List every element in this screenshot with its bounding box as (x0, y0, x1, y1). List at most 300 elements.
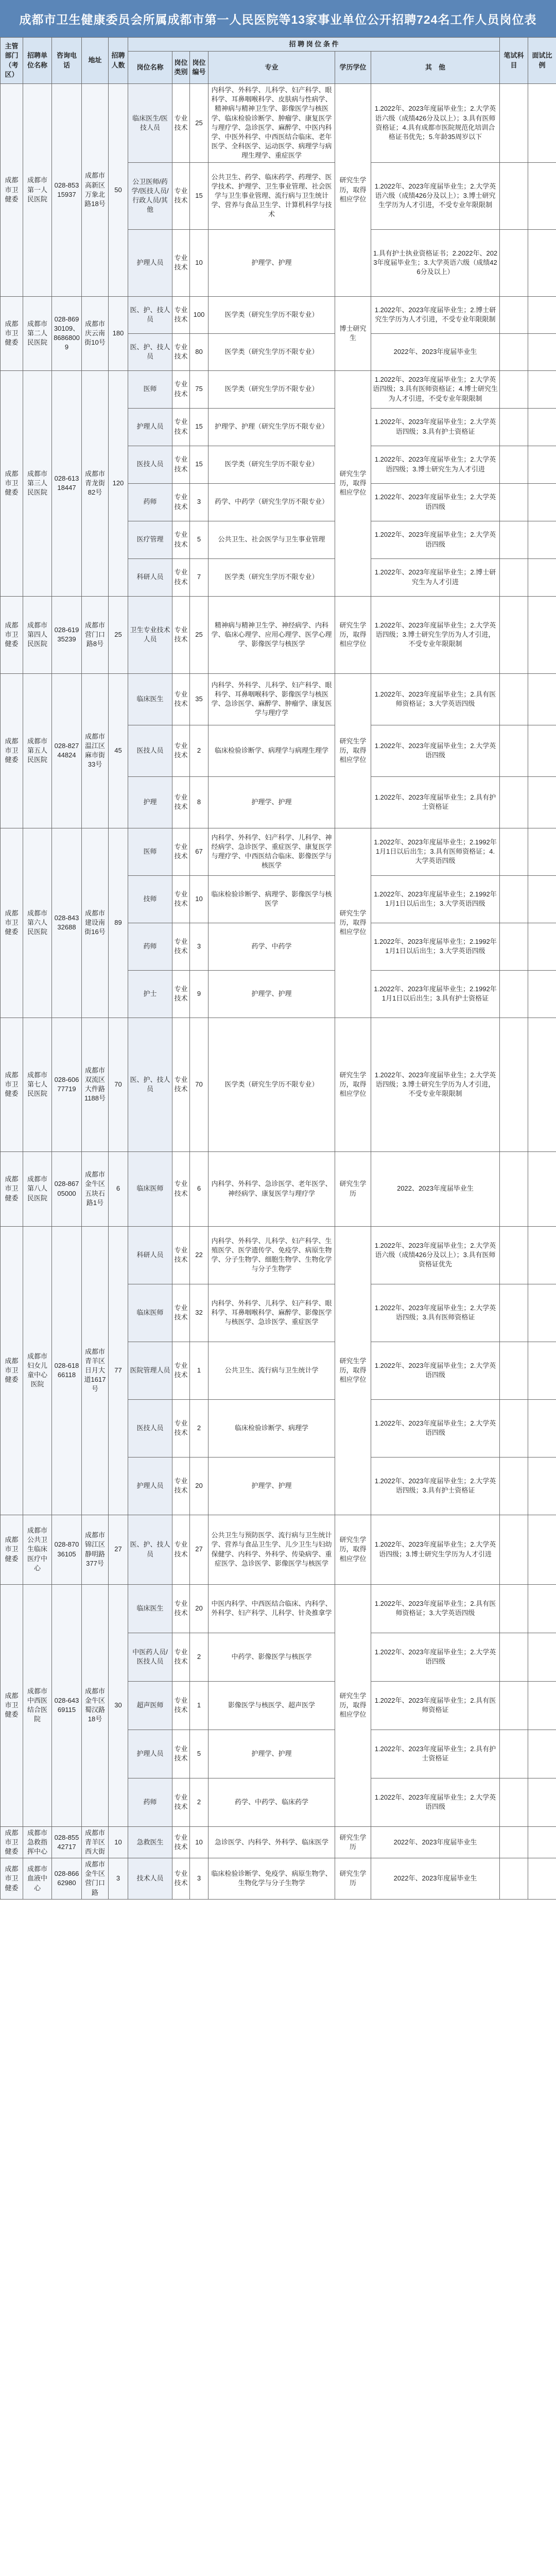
interview-ratio-cell (528, 1284, 556, 1342)
exam-subject-cell (500, 1633, 528, 1681)
exam-subject-cell (500, 1226, 528, 1284)
post-category-cell: 专业技术 (172, 483, 190, 521)
dept-cell: 成都市卫健委 (1, 1226, 23, 1515)
col-exam: 笔试科目 (500, 38, 528, 84)
other-requirements-cell: 1.2022年、2023年度届毕业生；2.大学英语四级 (371, 1399, 500, 1457)
post-name-cell: 医师 (128, 828, 172, 875)
exam-subject-cell (500, 725, 528, 776)
post-category-cell: 专业技术 (172, 370, 190, 408)
address-cell: 成都市青龙街82号 (82, 370, 109, 596)
interview-ratio-cell (528, 596, 556, 673)
interview-ratio-cell (528, 521, 556, 558)
post-name-cell: 科研人员 (128, 558, 172, 596)
post-category-cell: 专业技术 (172, 162, 190, 229)
dept-cell: 成都市卫健委 (1, 1826, 23, 1858)
exam-subject-cell (500, 1284, 528, 1342)
post-name-cell: 临床医生 (128, 673, 172, 725)
post-category-cell: 专业技术 (172, 1342, 190, 1399)
col-dept: 主管部门（考区） (1, 38, 23, 84)
table-row (1, 1226, 556, 1284)
interview-ratio-cell (528, 370, 556, 408)
degree-cell: 研究生学历，取得相应学位 (335, 370, 371, 596)
address-cell: 成都市高新区万象北路18号 (82, 84, 109, 297)
post-name-cell: 护士 (128, 970, 172, 1018)
post-count-cell: 8 (190, 776, 208, 828)
exam-subject-cell (500, 1342, 528, 1399)
exam-subject-cell (500, 923, 528, 970)
major-cell: 中药学、影像医学与核医学 (208, 1633, 335, 1681)
post-count-cell: 35 (190, 673, 208, 725)
phone-cell: 028-87036105 (52, 1515, 82, 1584)
post-name-cell: 临床医生 (128, 1584, 172, 1633)
interview-ratio-cell (528, 1342, 556, 1399)
post-name-cell: 护理人员 (128, 408, 172, 446)
post-name-cell: 医、护、技人员 (128, 333, 172, 370)
post-name-cell: 医技人员 (128, 1399, 172, 1457)
post-count-cell: 1 (190, 1342, 208, 1399)
col-category: 岗位类别 (172, 52, 190, 84)
post-name-cell: 护理 (128, 776, 172, 828)
other-requirements-cell: 2022、2023年度届毕业生 (371, 1151, 500, 1226)
phone-cell: 028-82744824 (52, 673, 82, 828)
total-count-cell: 45 (109, 673, 128, 828)
post-category-cell: 专业技术 (172, 970, 190, 1018)
major-cell: 护理学、护理 (208, 1457, 335, 1515)
post-count-cell: 1 (190, 1681, 208, 1730)
dept-cell: 成都市卫健委 (1, 370, 23, 596)
major-cell: 药学、中药学 (208, 923, 335, 970)
major-cell: 内科学、外科学、儿科学、妇产科学、眼科学、耳鼻咽喉科学、皮肤病与性病学、精神病与精神卫生学、影像医学与核医学、临床检验诊断学、肿瘤学、康复医学与理疗学、急诊医学、麻醉学、中医内科学、中医外科学、中西医结合临床、老年医学、全科医学、运动医学、病理学与病理生理学、重症医学 (208, 84, 335, 163)
exam-subject-cell (500, 1018, 528, 1151)
total-count-cell: 180 (109, 296, 128, 370)
degree-cell: 研究生学历，取得相应学位 (335, 596, 371, 673)
total-count-cell: 70 (109, 1018, 128, 1151)
table-row (1, 828, 556, 875)
major-cell: 药学、中药学、临床药学 (208, 1778, 335, 1826)
other-requirements-cell: 1.2022年、2023年度届毕业生；2.大学英语四级 (371, 483, 500, 521)
post-name-cell: 卫生专业技术人员 (128, 596, 172, 673)
post-name-cell: 医、护、技人员 (128, 1515, 172, 1584)
post-category-cell: 专业技术 (172, 1633, 190, 1681)
unit-name-cell: 成都市第三人民医院 (23, 370, 52, 596)
col-interview: 面试比例 (528, 38, 556, 84)
degree-cell: 研究生学历，取得相应学位 (335, 1515, 371, 1584)
col-degree: 学历学位 (335, 52, 371, 84)
other-requirements-cell: 2022年、2023年度届毕业生 (371, 1826, 500, 1858)
table-row (1, 1151, 556, 1226)
total-count-cell: 89 (109, 828, 128, 1018)
total-count-cell: 120 (109, 370, 128, 596)
post-category-cell: 专业技术 (172, 1457, 190, 1515)
address-cell: 成都市金牛区营门口路 (82, 1858, 109, 1900)
major-cell: 内科学、外科学、急诊医学、老年医学、神经病学、康复医学与理疗学 (208, 1151, 335, 1226)
post-count-cell: 20 (190, 1457, 208, 1515)
post-category-cell: 专业技术 (172, 333, 190, 370)
major-cell: 公共卫生、流行病与卫生统计学 (208, 1342, 335, 1399)
exam-subject-cell (500, 229, 528, 296)
post-name-cell: 临床医生/医技人员 (128, 84, 172, 163)
other-requirements-cell: 1.2022年、2023年度届毕业生；2.大学英语四级 (371, 1342, 500, 1399)
post-count-cell: 22 (190, 1226, 208, 1284)
degree-cell: 博士研究生 (335, 296, 371, 370)
post-count-cell: 15 (190, 446, 208, 483)
exam-subject-cell (500, 970, 528, 1018)
major-cell: 护理学、护理（研究生学历不限专业） (208, 408, 335, 446)
other-requirements-cell: 1.2022年、2023年度届毕业生；2.1992年1月1日以后出生；3.具有护士资格证 (371, 970, 500, 1018)
interview-ratio-cell (528, 229, 556, 296)
unit-name-cell: 成都市血液中心 (23, 1858, 52, 1900)
post-category-cell: 专业技术 (172, 1730, 190, 1778)
address-cell: 成都市青羊区日月大道1617号 (82, 1226, 109, 1515)
table-row (1, 296, 556, 333)
address-cell: 成都市锦江区静明路377号 (82, 1515, 109, 1584)
dept-cell: 成都市卫健委 (1, 84, 23, 297)
degree-cell: 研究生学历，取得相应学位 (335, 1584, 371, 1826)
post-name-cell: 医、护、技人员 (128, 296, 172, 333)
post-name-cell: 护理人员 (128, 1730, 172, 1778)
major-cell: 临床检验诊断学、病理学 (208, 1399, 335, 1457)
exam-subject-cell (500, 1457, 528, 1515)
post-count-cell: 9 (190, 970, 208, 1018)
phone-cell: 028-61935239 (52, 596, 82, 673)
other-requirements-cell: 1.2022年、2023年度届毕业生；2.具有护士资格证 (371, 1730, 500, 1778)
unit-name-cell: 成都市第七人民医院 (23, 1018, 52, 1151)
interview-ratio-cell (528, 725, 556, 776)
post-count-cell: 10 (190, 229, 208, 296)
post-count-cell: 70 (190, 1018, 208, 1151)
post-name-cell: 科研人员 (128, 1226, 172, 1284)
post-name-cell: 医院管理人员 (128, 1342, 172, 1399)
post-category-cell: 专业技术 (172, 1018, 190, 1151)
post-count-cell: 3 (190, 923, 208, 970)
post-count-cell: 7 (190, 558, 208, 596)
exam-subject-cell (500, 370, 528, 408)
post-category-cell: 专业技术 (172, 1858, 190, 1900)
unit-name-cell: 成都市第六人民医院 (23, 828, 52, 1018)
unit-name-cell: 成都市妇女儿童中心医院 (23, 1226, 52, 1515)
unit-name-cell: 成都市第五人民医院 (23, 673, 52, 828)
table-row (1, 1018, 556, 1151)
unit-name-cell: 成都市中西医结合医院 (23, 1584, 52, 1826)
major-cell: 临床检验诊断学、病理学与病理生理学 (208, 725, 335, 776)
major-cell: 公共卫生、药学、临床药学、药理学、医学技术、护理学、卫生事业管理、社会医学与卫生事业管理、流行病与卫生统计学、营养与食品卫生学、计算机科学与技术 (208, 162, 335, 229)
phone-cell: 028-60677719 (52, 1018, 82, 1151)
post-category-cell: 专业技术 (172, 1515, 190, 1584)
exam-subject-cell (500, 673, 528, 725)
major-cell: 公共卫生与预防医学、流行病与卫生统计学、营养与食品卫生学、儿少卫生与妇幼保健学、内科学、外科学、传染病学、重症医学、急诊医学、影像医学与核医学 (208, 1515, 335, 1584)
interview-ratio-cell (528, 84, 556, 163)
interview-ratio-cell (528, 1584, 556, 1633)
other-requirements-cell: 1.2022年、2023年度届毕业生；2.具有医师资格证；3.大学英语四级 (371, 673, 500, 725)
post-count-cell: 10 (190, 1826, 208, 1858)
post-name-cell: 药师 (128, 923, 172, 970)
exam-subject-cell (500, 333, 528, 370)
post-count-cell: 27 (190, 1515, 208, 1584)
total-count-cell: 50 (109, 84, 128, 297)
post-count-cell: 2 (190, 725, 208, 776)
total-count-cell: 27 (109, 1515, 128, 1584)
degree-cell: 研究生学历 (335, 1858, 371, 1900)
dept-cell: 成都市卫健委 (1, 296, 23, 370)
other-requirements-cell: 1.2022年、2023年度届毕业生；2.大学英语四级；3.博士研究生为人才引进 (371, 446, 500, 483)
major-cell: 医学类（研究生学历不限专业） (208, 296, 335, 333)
interview-ratio-cell (528, 483, 556, 521)
address-cell: 成都市建设南街16号 (82, 828, 109, 1018)
major-cell: 精神病与精神卫生学、神经病学、内科学、临床心理学、应用心理学、医学心理学、影像医学与核医学 (208, 596, 335, 673)
post-name-cell: 临床医师 (128, 1151, 172, 1226)
unit-name-cell: 成都市第一人民医院 (23, 84, 52, 297)
exam-subject-cell (500, 875, 528, 923)
other-requirements-cell: 1.2022年、2023年度届毕业生；2.大学英语四级；3.博士研究生学历为人才引进 (371, 1515, 500, 1584)
degree-cell: 研究生学历，取得相应学位 (335, 1018, 371, 1151)
post-name-cell: 医疗管理 (128, 521, 172, 558)
interview-ratio-cell (528, 408, 556, 446)
post-count-cell: 3 (190, 483, 208, 521)
interview-ratio-cell (528, 875, 556, 923)
post-name-cell: 医、护、技人员 (128, 1018, 172, 1151)
other-requirements-cell: 1.2022年、2023年度届毕业生；2.大学英语四级 (371, 521, 500, 558)
dept-cell: 成都市卫健委 (1, 1018, 23, 1151)
post-count-cell: 2 (190, 1399, 208, 1457)
other-requirements-cell: 1.2022年、2023年度届毕业生；2.博士研究生为人才引进 (371, 558, 500, 596)
interview-ratio-cell (528, 828, 556, 875)
major-cell: 临床检验诊断学、病理学、影像医学与核医学 (208, 875, 335, 923)
exam-subject-cell (500, 446, 528, 483)
other-requirements-cell: 1.2022年、2023年度届毕业生；2.大学英语六级（成绩426分及以上）；3.具有医师资格证；4.具有成都市医院规范化培训合格证书优先；5.年龄35周岁以下 (371, 84, 500, 163)
phone-cell: 028-85315937 (52, 84, 82, 297)
address-cell: 成都市金牛区五块石路1号 (82, 1151, 109, 1226)
exam-subject-cell (500, 1730, 528, 1778)
exam-subject-cell (500, 596, 528, 673)
post-category-cell: 专业技术 (172, 446, 190, 483)
total-count-cell: 3 (109, 1858, 128, 1900)
phone-cell: 028-64369115 (52, 1584, 82, 1826)
post-name-cell: 急救医生 (128, 1826, 172, 1858)
major-cell: 中医内科学、中西医结合临床、内科学、外科学、妇产科学、儿科学、针灸推拿学 (208, 1584, 335, 1633)
post-count-cell: 100 (190, 296, 208, 333)
post-count-cell: 67 (190, 828, 208, 875)
major-cell: 医学类（研究生学历不限专业） (208, 558, 335, 596)
unit-name-cell: 成都市公共卫生临床医疗中心 (23, 1515, 52, 1584)
other-requirements-cell: 1.2022年、2023年度届毕业生；2.大学英语四级；3.具有医师资格证；4.博士研究生为人才引进，不受专业年限限制 (371, 370, 500, 408)
unit-name-cell: 成都市第四人民医院 (23, 596, 52, 673)
post-category-cell: 专业技术 (172, 1778, 190, 1826)
table-row (1, 673, 556, 725)
dept-cell: 成都市卫健委 (1, 1151, 23, 1226)
post-name-cell: 技术人员 (128, 1858, 172, 1900)
post-count-cell: 5 (190, 1730, 208, 1778)
exam-subject-cell (500, 521, 528, 558)
degree-cell: 研究生学历，取得相应学位 (335, 828, 371, 1018)
major-cell: 临床检验诊断学、免疫学、病原生物学、生物化学与分子生物学 (208, 1858, 335, 1900)
post-name-cell: 临床医师 (128, 1284, 172, 1342)
other-requirements-cell: 1.2022年、2023年度届毕业生；2.大学英语六级（成绩426分及以上）；3.具有医师资格证优先 (371, 1226, 500, 1284)
post-count-cell: 25 (190, 84, 208, 163)
post-count-cell: 10 (190, 875, 208, 923)
table-header (1, 38, 556, 84)
post-name-cell: 医技人员 (128, 725, 172, 776)
col-address: 地址 (82, 38, 109, 84)
recruitment-table (0, 37, 556, 1900)
post-category-cell: 专业技术 (172, 875, 190, 923)
post-category-cell: 专业技术 (172, 776, 190, 828)
dept-cell: 成都市卫健委 (1, 828, 23, 1018)
major-cell: 护理学、护理 (208, 229, 335, 296)
post-category-cell: 专业技术 (172, 408, 190, 446)
post-category-cell: 专业技术 (172, 1399, 190, 1457)
post-category-cell: 专业技术 (172, 229, 190, 296)
dept-cell: 成都市卫健委 (1, 596, 23, 673)
major-cell: 医学类（研究生学历不限专业） (208, 1018, 335, 1151)
post-category-cell: 专业技术 (172, 725, 190, 776)
other-requirements-cell: 1.2022年、2023年度届毕业生；2.1992年1月1日以后出生；3.具有医师资格证；4.大学英语四级 (371, 828, 500, 875)
table-row (1, 1826, 556, 1858)
post-count-cell: 80 (190, 333, 208, 370)
total-count-cell: 25 (109, 596, 128, 673)
address-cell: 成都市青羊区西大街 (82, 1826, 109, 1858)
major-cell: 内科学、外科学、儿科学、妇产科学、眼科学、耳鼻咽喉科学、影像医学与核医学、急诊医学、麻醉学、肿瘤学、康复医学与理疗学 (208, 673, 335, 725)
post-count-cell: 3 (190, 1858, 208, 1900)
interview-ratio-cell (528, 446, 556, 483)
post-category-cell: 专业技术 (172, 923, 190, 970)
unit-name-cell: 成都市急救指挥中心 (23, 1826, 52, 1858)
phone-cell: 028-86930109、86868009 (52, 296, 82, 370)
major-cell: 护理学、护理 (208, 1730, 335, 1778)
major-cell: 医学类（研究生学历不限专业） (208, 333, 335, 370)
post-category-cell: 专业技术 (172, 1826, 190, 1858)
interview-ratio-cell (528, 1730, 556, 1778)
dept-cell: 成都市卫健委 (1, 1584, 23, 1826)
major-cell: 医学类（研究生学历不限专业） (208, 446, 335, 483)
exam-subject-cell (500, 1151, 528, 1226)
major-cell: 急诊医学、内科学、外科学、临床医学 (208, 1826, 335, 1858)
total-count-cell: 6 (109, 1151, 128, 1226)
col-major: 专业 (208, 52, 335, 84)
post-count-cell: 15 (190, 162, 208, 229)
post-name-cell: 医师 (128, 370, 172, 408)
other-requirements-cell: 1.2022年、2023年度届毕业生；2.大学英语四级；3.博士研究生学历为人才引进，不受专业年限限制 (371, 596, 500, 673)
post-count-cell: 6 (190, 1151, 208, 1226)
phone-cell: 028-85542717 (52, 1826, 82, 1858)
exam-subject-cell (500, 162, 528, 229)
exam-subject-cell (500, 1858, 528, 1900)
col-other: 其 他 (371, 52, 500, 84)
post-name-cell: 中医药人员/医技人员 (128, 1633, 172, 1681)
post-category-cell: 专业技术 (172, 1151, 190, 1226)
page-title: 成都市卫生健康委员会所属成都市第一人民医院等13家事业单位公开招聘724名工作人员岗位表 (0, 0, 556, 37)
phone-cell: 028-61318447 (52, 370, 82, 596)
exam-subject-cell (500, 558, 528, 596)
interview-ratio-cell (528, 558, 556, 596)
interview-ratio-cell (528, 1018, 556, 1151)
unit-name-cell: 成都市第八人民医院 (23, 1151, 52, 1226)
col-phone: 咨询电话 (52, 38, 82, 84)
col-group-condition: 招 聘 岗 位 条 件 (128, 38, 500, 52)
phone-cell: 028-86705000 (52, 1151, 82, 1226)
major-cell: 内科学、外科学、妇产科学、儿科学、神经病学、急诊医学、重症医学、康复医学与理疗学、中西医结合临床、影像医学与核医学 (208, 828, 335, 875)
interview-ratio-cell (528, 1778, 556, 1826)
other-requirements-cell: 1.2022年、2023年度届毕业生；2.大学英语四级；3.具有医师资格证 (371, 1284, 500, 1342)
degree-cell: 研究生学历 (335, 1151, 371, 1226)
other-requirements-cell: 1.2022年、2023年度届毕业生；2.大学英语四级；3.具有护士资格证 (371, 408, 500, 446)
address-cell: 成都市营门口路8号 (82, 596, 109, 673)
post-category-cell: 专业技术 (172, 596, 190, 673)
interview-ratio-cell (528, 1151, 556, 1226)
col-unit: 招聘单位名称 (23, 38, 52, 84)
exam-subject-cell (500, 828, 528, 875)
other-requirements-cell: 1.2022年、2023年度届毕业生；2.具有医师资格证；3.大学英语四级 (371, 1584, 500, 1633)
exam-subject-cell (500, 1826, 528, 1858)
other-requirements-cell: 1.2022年、2023年度届毕业生；2.具有护士资格证 (371, 776, 500, 828)
dept-cell: 成都市卫健委 (1, 1858, 23, 1900)
interview-ratio-cell (528, 1399, 556, 1457)
major-cell: 护理学、护理 (208, 970, 335, 1018)
interview-ratio-cell (528, 1858, 556, 1900)
phone-cell: 028-86662980 (52, 1858, 82, 1900)
exam-subject-cell (500, 296, 528, 333)
interview-ratio-cell (528, 162, 556, 229)
post-name-cell: 护理人员 (128, 1457, 172, 1515)
exam-subject-cell (500, 1515, 528, 1584)
other-requirements-cell: 1.具有护士执业资格证书；2.2022年、2023年度届毕业生；3.大学英语六级（成绩426分及以上） (371, 229, 500, 296)
major-cell: 内科学、外科学、儿科学、妇产科学、生殖医学、医学遗传学、免疫学、病原生物学、分子生物学、细胞生物学、生物化学与分子生物学 (208, 1226, 335, 1284)
phone-cell: 028-61866118 (52, 1226, 82, 1515)
post-category-cell: 专业技术 (172, 1681, 190, 1730)
total-count-cell: 30 (109, 1584, 128, 1826)
other-requirements-cell: 1.2022年、2023年度届毕业生；2.大学英语四级；3.博士研究生学历为人才引进，不受专业年限限制 (371, 1018, 500, 1151)
post-name-cell: 药师 (128, 1778, 172, 1826)
post-category-cell: 专业技术 (172, 1226, 190, 1284)
other-requirements-cell: 1.2022年、2023年度届毕业生；2.大学英语四级 (371, 1633, 500, 1681)
dept-cell: 成都市卫健委 (1, 673, 23, 828)
post-count-cell: 32 (190, 1284, 208, 1342)
other-requirements-cell: 1.2022年、2023年度届毕业生；2.1992年1月1日以后出生；3.大学英语四级 (371, 875, 500, 923)
unit-name-cell: 成都市第二人民医院 (23, 296, 52, 370)
interview-ratio-cell (528, 1681, 556, 1730)
interview-ratio-cell (528, 1457, 556, 1515)
interview-ratio-cell (528, 673, 556, 725)
other-requirements-cell: 2022年、2023年度届毕业生 (371, 333, 500, 370)
post-count-cell: 5 (190, 521, 208, 558)
address-cell: 成都市庆云南街10号 (82, 296, 109, 370)
post-name-cell: 医技人员 (128, 446, 172, 483)
phone-cell: 028-84332688 (52, 828, 82, 1018)
exam-subject-cell (500, 776, 528, 828)
interview-ratio-cell (528, 1826, 556, 1858)
interview-ratio-cell (528, 923, 556, 970)
degree-cell: 研究生学历，取得相应学位 (335, 84, 371, 297)
post-name-cell: 药师 (128, 483, 172, 521)
post-name-cell: 技师 (128, 875, 172, 923)
major-cell: 影像医学与核医学、超声医学 (208, 1681, 335, 1730)
post-category-cell: 专业技术 (172, 84, 190, 163)
exam-subject-cell (500, 1399, 528, 1457)
exam-subject-cell (500, 408, 528, 446)
interview-ratio-cell (528, 333, 556, 370)
post-category-cell: 专业技术 (172, 296, 190, 333)
post-category-cell: 专业技术 (172, 673, 190, 725)
col-total: 招聘人数 (109, 38, 128, 84)
total-count-cell: 10 (109, 1826, 128, 1858)
interview-ratio-cell (528, 970, 556, 1018)
table-row (1, 1515, 556, 1584)
interview-ratio-cell (528, 1633, 556, 1681)
total-count-cell: 77 (109, 1226, 128, 1515)
major-cell: 内科学、外科学、儿科学、妇产科学、眼科学、耳鼻咽喉科学、麻醉学、影像医学与核医学、急诊医学、重症医学 (208, 1284, 335, 1342)
table-row (1, 596, 556, 673)
other-requirements-cell: 1.2022年、2023年度届毕业生；2.1992年1月1日以后出生；3.大学英语四级 (371, 923, 500, 970)
post-name-cell: 护理人员 (128, 229, 172, 296)
